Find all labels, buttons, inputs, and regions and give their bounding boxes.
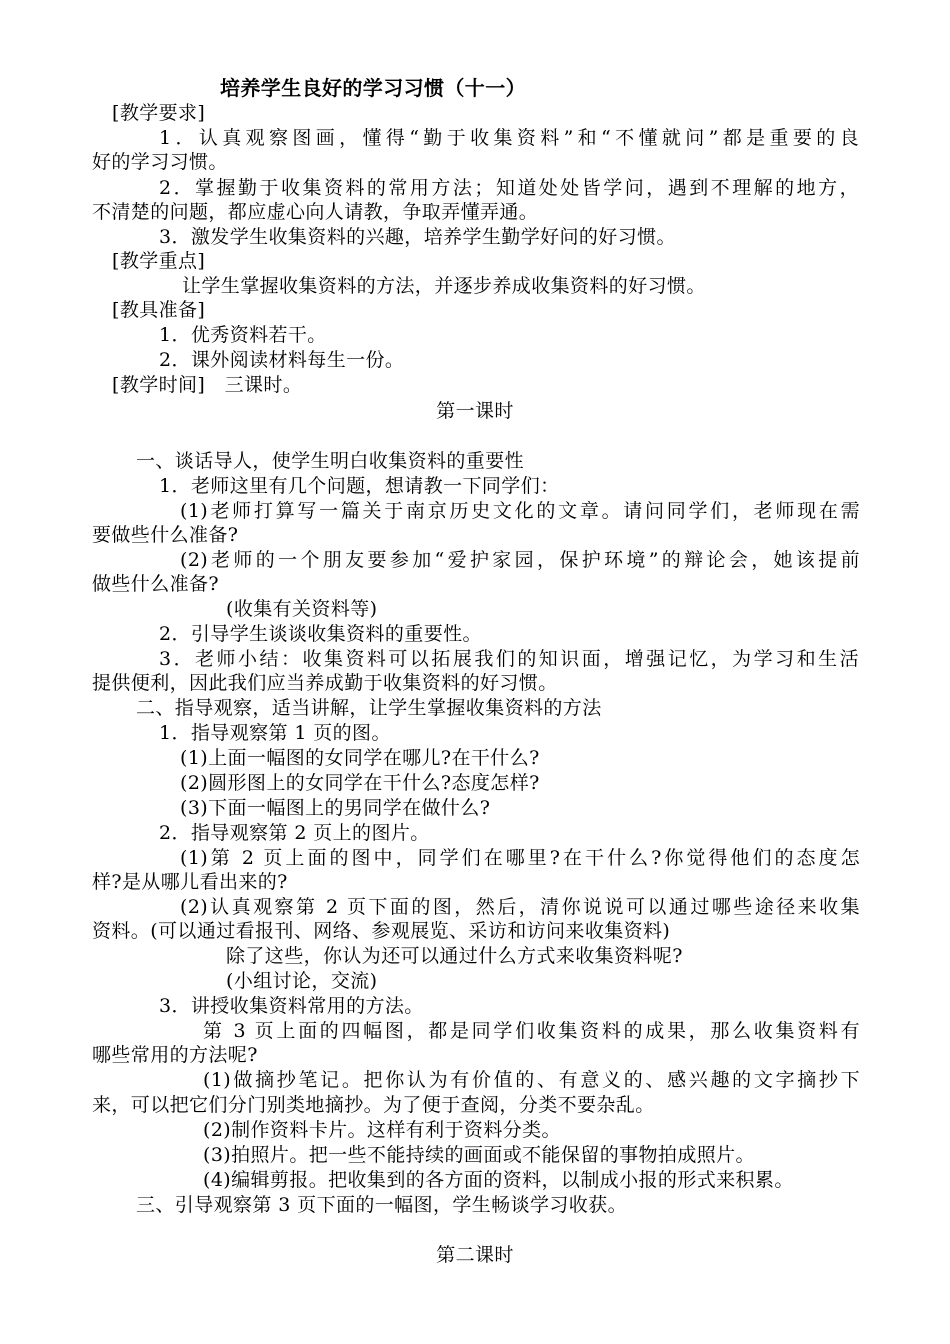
paragraph-line: (3)拍照片。把一些不能持续的画面或不能保留的事物拍成照片。	[203, 1144, 755, 1166]
paragraph-line: (2)老师的一个朋友要参加“爱护家园，保护环境”的辩论会，她该提前	[180, 549, 860, 571]
paragraph-line: 3．老师小结：收集资料可以拓展我们的知识面，增强记忆，为学习和生活	[159, 648, 859, 670]
paragraph-line: 3．讲授收集资料常用的方法。	[159, 995, 424, 1017]
paragraph-line: (1)第 2 页上面的图中，同学们在哪里?在干什么?你觉得他们的态度怎	[180, 847, 860, 869]
section-heading-focus: [教学重点]	[112, 250, 206, 272]
paragraph-line: 样?是从哪儿看出来的?	[92, 871, 288, 893]
lesson-heading-first: 第一课时	[436, 400, 514, 422]
section-heading-requirements: [教学要求]	[112, 102, 206, 124]
paragraph-line: 3．激发学生收集资料的兴趣，培养学生勤学好问的好习惯。	[159, 226, 676, 248]
paragraph-line: 来，可以把它们分门别类地摘抄。为了便于查阅，分类不要杂乱。	[92, 1094, 655, 1116]
paragraph-line: 提供便利，因此我们应当养成勤于收集资料的好习惯。	[92, 672, 558, 694]
section-heading-time: [教学时间] 三课时。	[112, 374, 303, 396]
paragraph-line: 不清楚的问题，都应虚心向人请教，争取弄懂弄通。	[92, 201, 539, 223]
paragraph-line: 要做些什么准备?	[92, 524, 239, 546]
paragraph-line: 2．指导观察第 2 页上的图片。	[159, 822, 430, 844]
section-heading-materials: [教具准备]	[112, 299, 206, 321]
paragraph-line: 2．掌握勤于收集资料的常用方法；知道处处皆学问，遇到不理解的地方，	[159, 177, 859, 199]
paragraph-line: (1)老师打算写一篇关于南京历史文化的文章。请问同学们，老师现在需	[180, 500, 860, 522]
section-heading: 一、谈话导人，使学生明白收集资料的重要性	[136, 450, 525, 472]
paragraph-line: 1．老师这里有几个问题，想请教一下同学们：	[159, 475, 560, 497]
paragraph-line: 好的学习习惯。	[92, 151, 228, 173]
paragraph-line: 1．优秀资料若干。	[159, 324, 327, 346]
paragraph-line: (收集有关资料等)	[226, 598, 378, 620]
paragraph-line: 1．认真观察图画，懂得“勤于收集资料”和“不懂就问”都是重要的良	[159, 127, 859, 149]
section-heading: 三、引导观察第 3 页下面的一幅图，学生畅谈学习收获。	[136, 1194, 627, 1216]
paragraph-line: (2)圆形图上的女同学在干什么?态度怎样?	[180, 772, 540, 794]
paragraph-line: (4)编辑剪报。把收集到的各方面的资料，以制成小报的形式来积累。	[203, 1169, 794, 1191]
paragraph-line: (1)做摘抄笔记。把你认为有价值的、有意义的、感兴趣的文字摘抄下	[203, 1069, 860, 1091]
paragraph-line: (小组讨论，交流)	[226, 970, 378, 992]
paragraph-line: 资料。(可以通过看报刊、网络、参观展览、采访和访问来收集资料)	[92, 920, 671, 942]
lesson-heading-second: 第二课时	[436, 1244, 514, 1266]
paragraph-line: 2．引导学生谈谈收集资料的重要性。	[159, 623, 482, 645]
paragraph-line: (2)认真观察第 2 页下面的图，然后，清你说说可以通过哪些途径来收集	[180, 896, 860, 918]
paragraph-line: (3)下面一幅图上的男同学在做什么?	[180, 797, 491, 819]
paragraph-line: 做些什么准备?	[92, 573, 219, 595]
paragraph-line: (1)上面一幅图的女同学在哪儿?在干什么?	[180, 747, 540, 769]
paragraph-line: (2)制作资料卡片。这样有利于资料分类。	[203, 1119, 561, 1141]
paragraph-line: 1．指导观察第 1 页的图。	[159, 722, 391, 744]
paragraph-line: 2．课外阅读材料每生一份。	[159, 349, 405, 371]
paragraph-line: 哪些常用的方法呢?	[92, 1044, 258, 1066]
document-title: 培养学生良好的学习习惯（十一）	[220, 76, 526, 100]
paragraph-line: 除了这些，你认为还可以通过什么方式来收集资料呢?	[226, 945, 683, 967]
paragraph-line: 让学生掌握收集资料的方法，并逐步养成收集资料的好习惯。	[182, 275, 706, 297]
section-heading: 二、指导观察，适当讲解，让学生掌握收集资料的方法	[136, 697, 602, 719]
paragraph-line: 第 3 页上面的四幅图，都是同学们收集资料的成果，那么收集资料有	[203, 1020, 860, 1042]
